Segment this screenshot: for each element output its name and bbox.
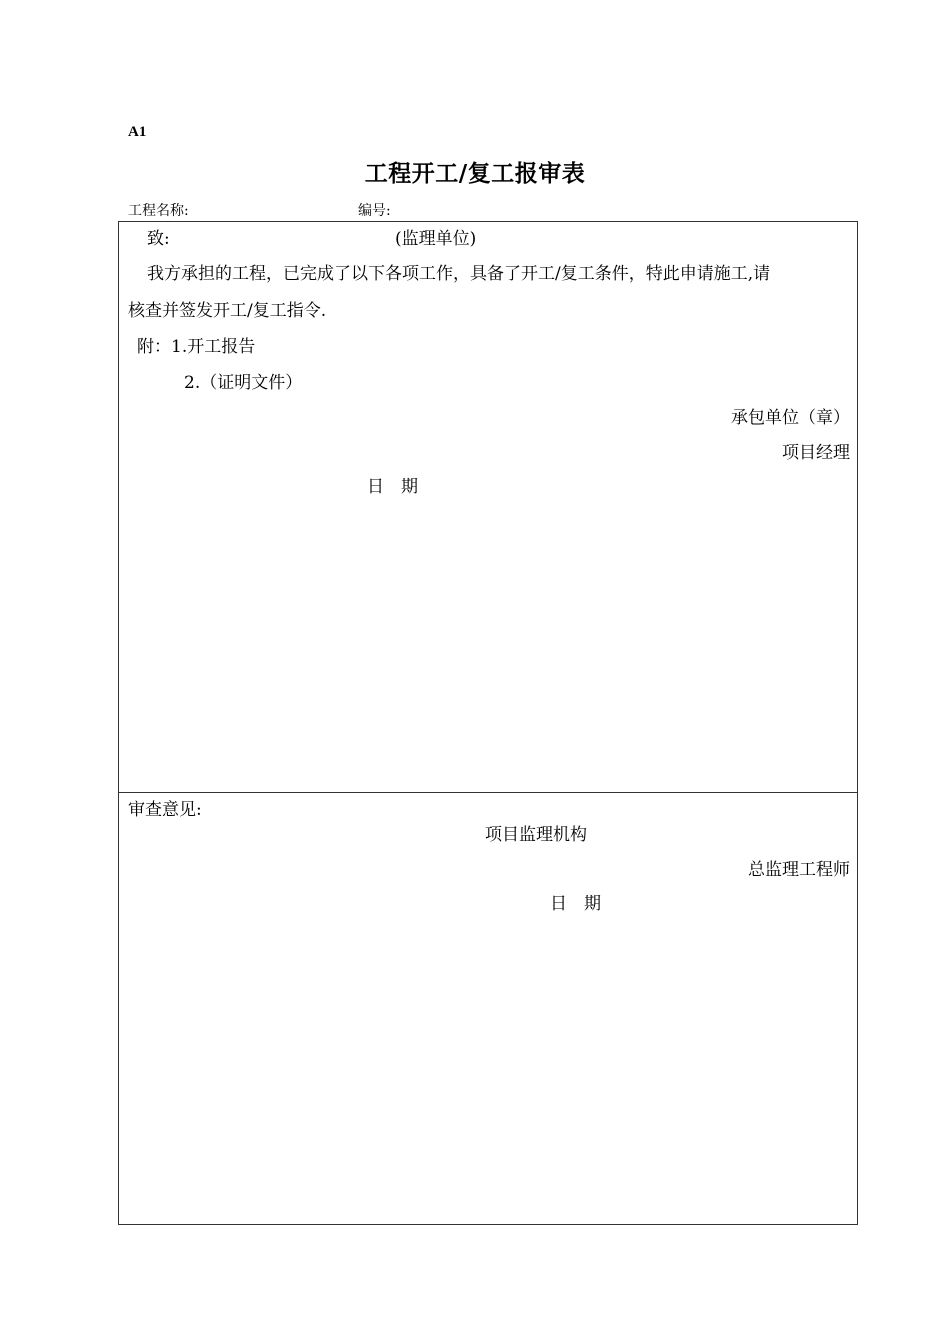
application-body-line2: 核查并签发开工/复工指令. [128, 301, 327, 321]
supervisor-unit-label: (监理单位) [395, 229, 477, 249]
contractor-seal-label: 承包单位（章） [731, 408, 850, 428]
number-label: 编号: [358, 203, 391, 219]
supervision-org-label: 项目监理机构 [485, 825, 587, 845]
to-label: 致: [147, 229, 170, 249]
application-date-label: 日 期 [367, 477, 418, 497]
project-manager-label: 项目经理 [782, 443, 850, 463]
page-title: 工程开工/复工报审表 [364, 161, 586, 187]
section-divider [118, 792, 858, 793]
review-date-label: 日 期 [550, 894, 601, 914]
form-code: A1 [128, 124, 147, 140]
attachment-item-1: 附：1.开工报告 [137, 337, 256, 357]
attachment-item-2: 2.（证明文件） [184, 373, 303, 393]
project-name-label: 工程名称: [128, 203, 189, 219]
chief-engineer-label: 总监理工程师 [748, 860, 850, 880]
application-body-line1: 我方承担的工程，已完成了以下各项工作，具备了开工/复工条件，特此申请施工,请 [147, 264, 771, 284]
review-opinion-label: 审查意见: [128, 800, 202, 820]
